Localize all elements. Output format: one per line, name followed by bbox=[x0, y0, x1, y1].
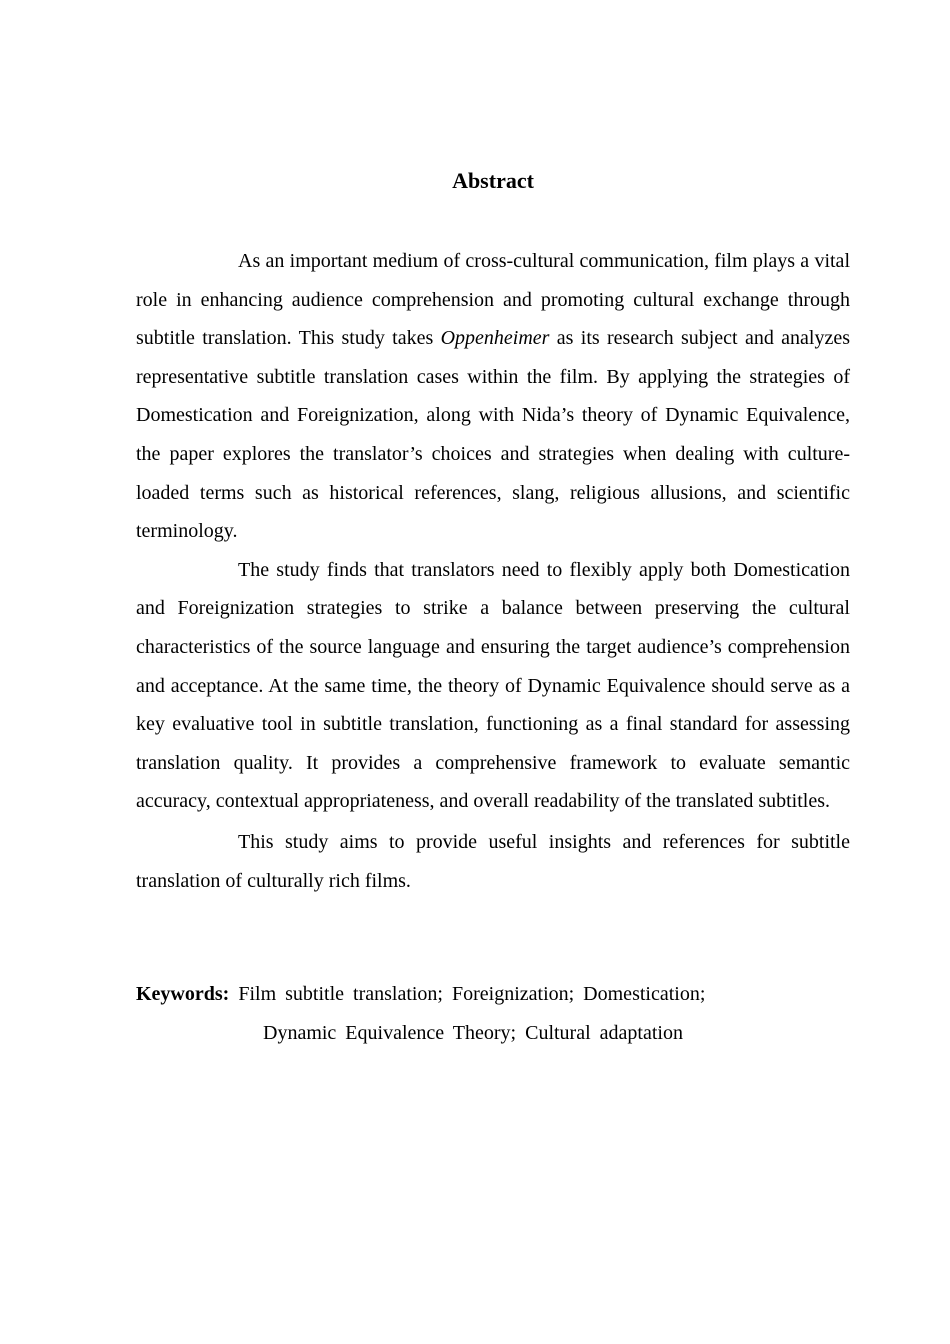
keywords-list-2: Dynamic Equivalence Theory; Cultural adaptation bbox=[263, 1021, 683, 1044]
keywords-list-1: Film subtitle translation; Foreignization; Domestication; bbox=[238, 983, 706, 1005]
abstract-title: Abstract bbox=[452, 168, 534, 193]
paragraph-1-text-start: As an important medium of cross-cultural communication, film plays a vital role in enhancing audience comprehension and promoting cultural exchange through subtitle translation. This study takes bbox=[136, 250, 850, 350]
keywords-block bbox=[136, 975, 850, 1052]
abstract-paragraph-2: The study finds that translators need to flexibly apply both Domestication and Foreignization strategies to strike a balance between preserving the cultural characteristics of the source language and ensuring the target audience’s comprehension and acceptance. At the same time, the theory of Dynamic Equivalence should serve as a key evaluative tool in subtitle translation, functioning as a final standard for assessing translation quality. It provides a comprehensive framework to evaluate semantic accuracy, contextual appropriateness, and overall readability of the translated subtitles. bbox=[136, 558, 850, 813]
keywords-line-1 bbox=[136, 975, 850, 1014]
keywords-label: Keywords: bbox=[136, 983, 230, 1005]
abstract-paragraph-1 bbox=[136, 242, 850, 551]
film-title-italic: Oppenheimer bbox=[440, 327, 550, 350]
abstract-body bbox=[136, 242, 850, 900]
paragraph-1-text-end: as its research subject and analyzes representative subtitle translation cases within the film. By applying the strategies of Domestication and Foreignization, along with Nida’s theory of Dynamic Equivalence, the paper explores the translator’s choices and strategies when dealing with culture-loaded terms such as historical references, slang, religious allusions, and scientific terminology. bbox=[136, 327, 850, 543]
abstract-paragraph-3: This study aims to provide useful insights and references for subtitle translation of culturally rich films. bbox=[136, 830, 850, 892]
